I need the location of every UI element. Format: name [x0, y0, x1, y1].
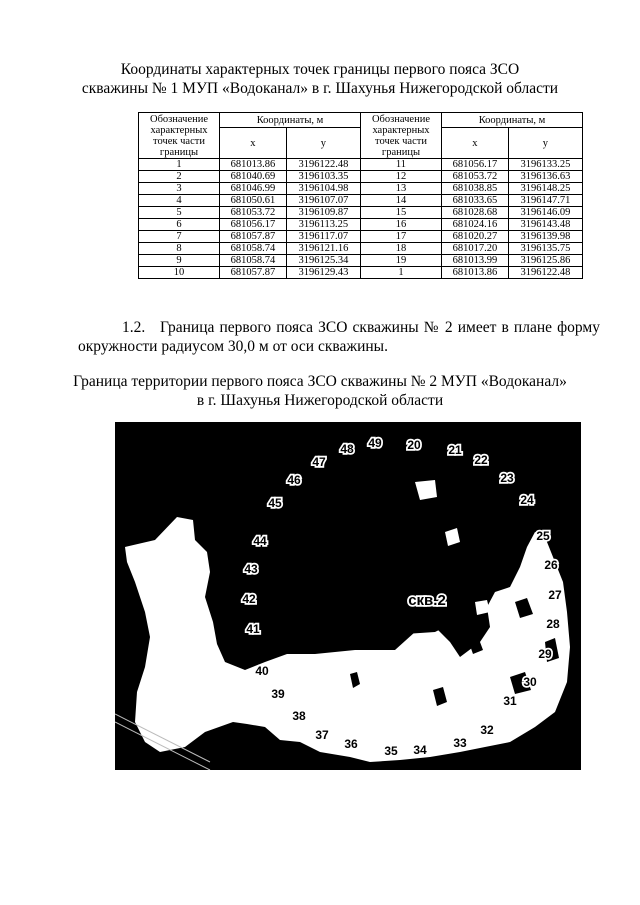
table-cell: 3196125.34	[286, 255, 360, 267]
header-y-2: y	[508, 128, 582, 159]
point-label-23: 23	[500, 471, 514, 485]
table-cell: 15	[360, 207, 441, 219]
table-cell: 681013.86	[441, 267, 508, 279]
table-title-line1: Координаты характерных точек границы первого пояса ЗСО	[120, 61, 520, 78]
table-cell: 681050.61	[220, 195, 287, 207]
table-cell: 681013.99	[441, 255, 508, 267]
point-label-25: 25	[536, 529, 550, 543]
table-row	[139, 195, 583, 207]
table-cell: 681033.65	[441, 195, 508, 207]
header-y-1: y	[286, 128, 360, 159]
section-paragraph	[78, 318, 600, 356]
point-label-27: 27	[548, 588, 562, 602]
point-label-30: 30	[523, 675, 537, 689]
table-row	[139, 243, 583, 255]
table-cell: 3196136.63	[508, 171, 582, 183]
point-label-43: 43	[244, 562, 258, 576]
point-label-42: 42	[242, 592, 256, 606]
point-label-35: 35	[384, 744, 398, 758]
table-cell: 1	[139, 159, 220, 171]
table-row	[139, 231, 583, 243]
header-point-1: Обозначение характерных точек части границы	[139, 113, 220, 159]
table-cell: 3196103.35	[286, 171, 360, 183]
table-title	[0, 60, 640, 98]
table-cell: 681017.20	[441, 243, 508, 255]
header-x-2: x	[441, 128, 508, 159]
table-row	[139, 183, 583, 195]
point-label-31: 31	[503, 694, 517, 708]
table-cell: 681057.87	[220, 231, 287, 243]
point-label-49: 49	[368, 436, 382, 450]
table-cell: 3196135.75	[508, 243, 582, 255]
point-label-20: 20	[407, 438, 421, 452]
coordinates-table	[138, 112, 583, 279]
table-row	[139, 159, 583, 171]
map-title-line1: Граница территории первого пояса ЗСО скважины № 2 МУП «Водоканал»	[73, 373, 567, 390]
point-label-37: 37	[315, 728, 329, 742]
point-label-38: 38	[292, 709, 306, 723]
table-cell: 3196129.43	[286, 267, 360, 279]
table-cell: 681028.68	[441, 207, 508, 219]
table-cell: 3196133.25	[508, 159, 582, 171]
table-cell: 12	[360, 171, 441, 183]
point-label-34: 34	[413, 743, 427, 757]
table-row	[139, 219, 583, 231]
boundary-map-image	[115, 422, 581, 770]
table-cell: 681013.86	[220, 159, 287, 171]
table-cell: 3196122.48	[286, 159, 360, 171]
point-label-26: 26	[544, 558, 558, 572]
table-cell: 6	[139, 219, 220, 231]
point-label-22: 22	[474, 453, 488, 467]
table-cell: 4	[139, 195, 220, 207]
point-label-48: 48	[340, 442, 354, 456]
table-cell: 681053.72	[220, 207, 287, 219]
point-label-44: 44	[253, 534, 267, 548]
table-row	[139, 267, 583, 279]
table-cell: 19	[360, 255, 441, 267]
table-cell: 10	[139, 267, 220, 279]
section-text: Граница первого пояса ЗСО скважины № 2 имеет в плане форму окружности радиусом 30,0 м от оси скважины.	[78, 319, 600, 355]
table-cell: 14	[360, 195, 441, 207]
well-label: скв.2	[408, 592, 446, 609]
table-cell: 681046.99	[220, 183, 287, 195]
table-cell: 3196143.48	[508, 219, 582, 231]
table-cell: 3196107.07	[286, 195, 360, 207]
header-x-1: x	[220, 128, 287, 159]
table-cell: 9	[139, 255, 220, 267]
table-cell: 681056.17	[220, 219, 287, 231]
point-label-24: 24	[520, 493, 534, 507]
header-coords-1: Координаты, м	[220, 113, 361, 128]
map-title-line2: в г. Шахунья Нижегородской области	[196, 392, 444, 409]
table-row	[139, 207, 583, 219]
header-point-2: Обозначение характерных точек части границы	[360, 113, 441, 159]
point-label-28: 28	[546, 617, 560, 631]
table-cell: 11	[360, 159, 441, 171]
table-cell: 681040.69	[220, 171, 287, 183]
table-cell: 2	[139, 171, 220, 183]
table-row	[139, 255, 583, 267]
table-cell: 3196125.86	[508, 255, 582, 267]
table-cell: 3196139.98	[508, 231, 582, 243]
table-cell: 16	[360, 219, 441, 231]
table-cell: 681053.72	[441, 171, 508, 183]
point-label-21: 21	[448, 443, 462, 457]
table-cell: 3196148.25	[508, 183, 582, 195]
table-row	[139, 171, 583, 183]
table-cell: 3196147.71	[508, 195, 582, 207]
table-cell: 3196146.09	[508, 207, 582, 219]
table-cell: 7	[139, 231, 220, 243]
table-cell: 681058.74	[220, 243, 287, 255]
table-title-line2: скважины № 1 МУП «Водоканал» в г. Шахунья Нижегородской области	[81, 80, 559, 97]
table-cell: 3196109.87	[286, 207, 360, 219]
header-coords-2: Координаты, м	[441, 113, 582, 128]
table-cell: 5	[139, 207, 220, 219]
table-cell: 681038.85	[441, 183, 508, 195]
table-cell: 3196104.98	[286, 183, 360, 195]
section-number: 1.2.	[122, 319, 146, 336]
table-cell: 8	[139, 243, 220, 255]
map-title	[0, 372, 640, 410]
point-label-41: 41	[246, 622, 260, 636]
point-label-40: 40	[255, 664, 269, 678]
table-cell: 681056.17	[441, 159, 508, 171]
table-cell: 3196113.25	[286, 219, 360, 231]
table-cell: 18	[360, 243, 441, 255]
table-cell: 3	[139, 183, 220, 195]
table-cell: 3196122.48	[508, 267, 582, 279]
point-label-32: 32	[480, 723, 494, 737]
table-cell: 681024.16	[441, 219, 508, 231]
point-label-29: 29	[538, 647, 552, 661]
coordinates-table-body	[139, 159, 583, 279]
table-cell: 681020.27	[441, 231, 508, 243]
table-cell: 681057.87	[220, 267, 287, 279]
point-label-47: 47	[312, 455, 326, 469]
point-label-33: 33	[453, 736, 467, 750]
point-label-39: 39	[271, 687, 285, 701]
point-label-36: 36	[344, 737, 358, 751]
table-cell: 3196121.16	[286, 243, 360, 255]
table-cell: 3196117.07	[286, 231, 360, 243]
table-cell: 17	[360, 231, 441, 243]
table-cell: 681058.74	[220, 255, 287, 267]
table-cell: 1	[360, 267, 441, 279]
table-cell: 13	[360, 183, 441, 195]
point-label-46: 46	[287, 473, 301, 487]
point-label-45: 45	[268, 496, 282, 510]
boundary-map	[115, 422, 581, 770]
